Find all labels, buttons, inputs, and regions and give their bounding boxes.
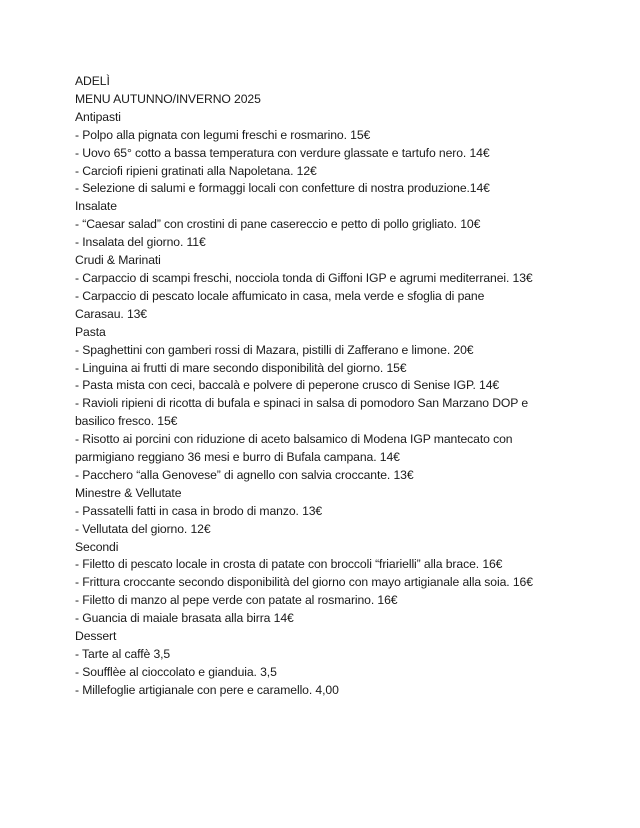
menu-item: - Selezione di salumi e formaggi locali con confetture di nostra produzione.14€ bbox=[75, 181, 490, 196]
section-title-secondi: Secondi bbox=[75, 539, 119, 554]
menu-item: - Passatelli fatti in casa in brodo di manzo. 13€ bbox=[75, 503, 323, 518]
section-title-pasta: Pasta bbox=[75, 324, 106, 339]
menu-item: - Carpaccio di pescato locale affumicato in casa, mela verde e sfoglia di pane Carasau. 13€ bbox=[75, 288, 485, 321]
menu-document bbox=[75, 73, 615, 700]
menu-item: - Pacchero “alla Genovese” di agnello con salvia croccante. 13€ bbox=[75, 467, 414, 482]
menu-item: - Filetto di manzo al pepe verde con patate al rosmarino. 16€ bbox=[75, 593, 398, 608]
menu-item: - Uovo 65° cotto a bassa temperatura con verdure glassate e tartufo nero. 14€ bbox=[75, 145, 490, 160]
menu-title: MENU AUTUNNO/INVERNO 2025 bbox=[75, 91, 261, 106]
menu-item: - Spaghettini con gamberi rossi di Mazara, pistilli di Zafferano e limone. 20€ bbox=[75, 342, 474, 357]
section-title-crudi: Crudi & Marinati bbox=[75, 253, 161, 268]
menu-item: - Insalata del giorno. 11€ bbox=[75, 235, 206, 250]
menu-item: - Guancia di maiale brasata alla birra 14€ bbox=[75, 611, 294, 626]
menu-item: - Tarte al caffè 3,5 bbox=[75, 647, 171, 661]
section-title-insalate: Insalate bbox=[75, 199, 117, 214]
menu-item: - Soufflèe al cioccolato e gianduia. 3,5 bbox=[75, 664, 277, 679]
section-title-dessert: Dessert bbox=[75, 629, 117, 644]
menu-item: - “Caesar salad” con crostini di pane casereccio e petto di pollo grigliato. 10€ bbox=[75, 217, 481, 232]
menu-item: - Filetto di pescato locale in crosta di patate con broccoli “friarielli” alla brace. 16€ bbox=[75, 557, 503, 572]
section-title-minestre: Minestre & Vellutate bbox=[75, 485, 182, 500]
menu-item: - Frittura croccante secondo disponibilità del giorno con mayo artigianale alla soia. 16€ bbox=[75, 575, 533, 590]
menu-item: - Linguina ai frutti di mare secondo disponibilità del giorno. 15€ bbox=[75, 360, 407, 375]
menu-item: - Polpo alla pignata con legumi freschi e rosmarino. 15€ bbox=[75, 127, 371, 142]
menu-item: - Pasta mista con ceci, baccalà e polvere di peperone crusco di Senise IGP. 14€ bbox=[75, 378, 500, 393]
section-title-antipasti: Antipasti bbox=[75, 109, 121, 124]
menu-item: - Carciofi ripieni gratinati alla Napoletana. 12€ bbox=[75, 163, 317, 178]
menu-item: - Vellutata del giorno. 12€ bbox=[75, 521, 211, 536]
menu-item: - Millefoglie artigianale con pere e caramello. 4,00 bbox=[75, 682, 339, 697]
menu-item: - Ravioli ripieni di ricotta di bufala e spinaci in salsa di pomodoro San Marzano DOP e basilico fresco. 15€ bbox=[75, 396, 529, 429]
menu-item: - Risotto ai porcini con riduzione di aceto balsamico di Modena IGP mantecato con parmigiano reggiano 36 mesi e burro di Bufala campana. 14€ bbox=[75, 432, 513, 465]
menu-item: - Carpaccio di scampi freschi, nocciola tonda di Giffoni IGP e agrumi mediterranei. 13€ bbox=[75, 270, 533, 285]
restaurant-name: ADELÌ bbox=[75, 74, 110, 88]
